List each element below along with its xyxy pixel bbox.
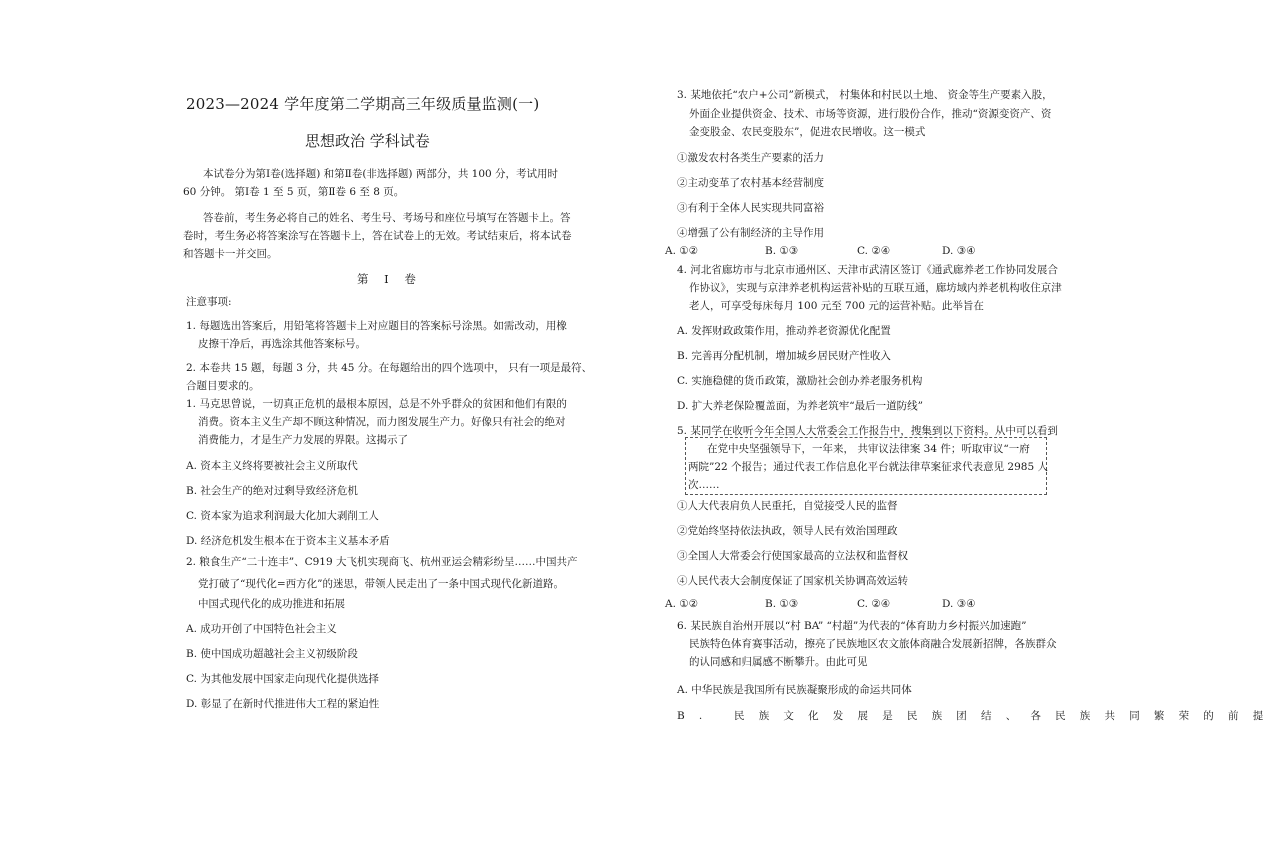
question-stem: 2. 粮食生产“二十连丰”、C919 大飞机实现商飞、杭州亚运会精彩纷呈……中国共产 [186,556,578,568]
exam-subtitle: 思想政治 学科试卷 [305,132,430,150]
intro-line: 答卷前，考生务必将自己的姓名、考生号、考场号和座位号填写在答题卡上。答 [203,212,571,224]
exam-title: 2023—2024 学年度第二学期高三年级质量监测(一) [186,95,540,113]
option-d[interactable]: D. 彰显了在新时代推进伟大工程的紧迫性 [186,698,380,710]
statement-item: ④人民代表大会制度保证了国家机关协调高效运转 [677,575,908,587]
question-stem: 民族特色体育赛事活动，擦亮了民族地区农文旅体商融合发展新招牌，各族群众 [689,638,1057,650]
question-stem: 外面企业提供资金、技术、市场等资源，进行股份合作，推动“资源变资产、资 [689,108,1052,120]
intro-line: 60 分钟。 第Ⅰ卷 1 至 5 页，第Ⅱ卷 6 至 8 页。 [183,186,405,198]
option-c[interactable]: C. 资本家为追求利润最大化加大剥削工人 [186,510,379,522]
answer-d[interactable]: D. ③④ [942,245,976,257]
option-d[interactable]: D. 经济危机发生根本在于资本主义基本矛盾 [186,535,390,547]
intro-line: 和答题卡一并交回。 [183,248,278,260]
quoted-material-line: 两院”22 个报告；通过代表工作信息化平台就法律草案征求代表意见 2985 人 [688,461,1048,473]
option-a[interactable]: A. 资本主义终将要被社会主义所取代 [186,460,358,472]
question-stem: 老人，可享受每床每月 100 元至 700 元的运营补贴。此举旨在 [689,300,984,312]
answer-d[interactable]: D. ③④ [942,598,976,610]
option-a[interactable]: A. 发挥财政政策作用，推动养老资源优化配置 [677,325,891,337]
question-stem: 作协议》，实现与京津养老机构运营补贴的互联互通，廊坊域内养老机构收住京津 [689,282,1062,294]
statement-item: ④增强了公有制经济的主导作用 [677,227,824,239]
notice-line: 合题目要求的。 [186,380,260,392]
question-stem: 5. 某同学在收听今年全国人大常委会工作报告中，搜集到以下资料。从中可以看到 [677,425,1058,437]
statement-item: ③全国人大常委会行使国家最高的立法权和监督权 [677,550,908,562]
option-a[interactable]: A. 中华民族是我国所有民族凝聚形成的命运共同体 [677,684,912,696]
question-stem: 4. 河北省廊坊市与北京市通州区、天津市武清区签订《通武廊养老工作协同发展合 [677,264,1058,276]
option-b[interactable]: B. 社会生产的绝对过剩导致经济危机 [186,485,358,497]
quoted-material-line: 在党中央坚强领导下，一年来， 共审议法律案 34 件；听取审议“一府 [707,443,1030,455]
option-b[interactable]: B. 使中国成功超越社会主义初级阶段 [186,648,358,660]
question-stem: 消费。资本主义生产却不顾这种情况，而力图发展生产力。好像只有社会的绝对 [198,416,566,428]
statement-item: ②主动变革了农村基本经营制度 [677,177,824,189]
option-a[interactable]: A. 成功开创了中国特色社会主义 [186,623,337,635]
question-stem: 消费能力，才是生产力发展的界限。这揭示了 [198,434,408,446]
answer-a[interactable]: A. ①② [665,598,699,610]
question-stem: 的认同感和归属感不断攀升。由此可见 [689,656,868,668]
statement-item: ①激发农村各类生产要素的活力 [677,152,824,164]
statement-item: ③有利于全体人民实现共同富裕 [677,202,824,214]
option-b[interactable]: B. 民族文化发展是民族团结、各民族共同繁荣的前提 [677,710,1277,722]
option-c[interactable]: C. 实施稳健的货币政策，激励社会创办养老服务机构 [677,375,923,387]
question-stem: 6. 某民族自治州开展以“村 BA” “村超”为代表的“体育助力乡村振兴加速跑” [677,620,1027,632]
notice-line: 皮擦干净后，再选涂其他答案标号。 [198,338,366,350]
option-b[interactable]: B. 完善再分配机制，增加城乡居民财产性收入 [677,350,891,362]
section-heading: 第 Ⅰ 卷 [357,272,422,286]
notice-line: 1. 每题选出答案后，用铅笔将答题卡上对应题目的答案标号涂黑。如需改动，用橡 [186,320,567,332]
answer-c[interactable]: C. ②④ [857,598,891,610]
option-c[interactable]: C. 为其他发展中国家走向现代化提供选择 [186,673,379,685]
answer-a[interactable]: A. ①② [665,245,699,257]
answer-b[interactable]: B. ①③ [765,598,799,610]
question-stem: 金变股金、农民变股东”，促进农民增收。这一模式 [689,126,926,138]
notice-line: 2. 本卷共 15 题，每题 3 分，共 45 分。在每题给出的四个选项中， 只有一项是最符、 [186,362,593,374]
statement-item: ①人大代表肩负人民重托，自觉接受人民的监督 [677,500,898,512]
quoted-material-line: 次…… [688,479,720,491]
question-stem: 3. 某地依托“农户+公司”新模式， 村集体和村民以土地、 资金等生产要素入股， [677,89,1053,101]
option-d[interactable]: D. 扩大养老保险覆盖面，为养老筑牢“最后一道防线” [677,400,923,412]
statement-item: ②党始终坚持依法执政，领导人民有效治国理政 [677,525,898,537]
answer-b[interactable]: B. ①③ [765,245,799,257]
question-stem: 1. 马克思曾说，一切真正危机的最根本原因，总是不外乎群众的贫困和他们有限的 [186,398,567,410]
question-stem: 党打破了“现代化=西方化”的迷思，带领人民走出了一条中国式现代化新道路。 [198,578,565,590]
intro-line: 卷时，考生务必将答案涂写在答题卡上，答在试卷上的无效。考试结束后，将本试卷 [183,230,572,242]
intro-line: 本试卷分为第Ⅰ卷(选择题) 和第Ⅱ卷(非选择题) 两部分，共 100 分，考试用时 [203,168,559,180]
answer-c[interactable]: C. ②④ [857,245,891,257]
question-stem: 中国式现代化的成功推进和拓展 [198,598,345,610]
notice-heading: 注意事项: [186,296,232,308]
